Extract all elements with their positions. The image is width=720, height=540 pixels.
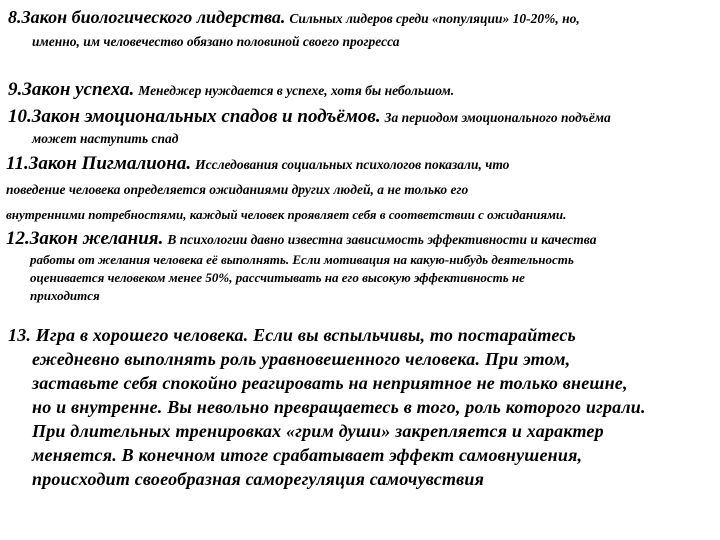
law-13-text-line-1: Если вы вспыльчивы, то постарайтесь [253,325,576,345]
law-11-text-line-2: поведение человека определяется ожиданиями других людей, а не только его [6,182,469,197]
law-12-text-line-1: В психологии давно известна зависимость эффективности и качества [167,232,597,247]
law-10-text-line-2: может наступить спад [32,131,179,146]
law-13-text-line-4: но и внутренне. Вы невольно превращаетесь в того, роль которого играли. [32,397,646,417]
law-13-text-line-6: меняется. В конечном итоге срабатывает эффект самовнушения, [32,445,583,465]
law-10-text-line-1: За периодом эмоционального подъёма [384,110,611,125]
law-8-block [8,8,714,49]
law-10-block [8,107,714,146]
law-11-text-line-3: внутренними потребностями, каждый человек проявляет себя в соответствии с ожиданиями. [6,206,567,222]
law-13-block [8,326,714,488]
law-11-title: 11.Закон Пигмалиона. [6,153,192,174]
law-12-block [6,229,712,302]
law-9-title: 9.Закон успеха. [8,79,135,100]
law-9-block [8,80,714,99]
law-8-text-line-2: именно, им человечество обязано половиной своего прогресса [32,34,400,49]
law-11-block [6,154,712,221]
law-12-text-line-4: приходится [30,288,100,303]
law-9-text-line-1: Менеджер нуждается в успехе, хотя бы небольшом. [138,83,455,98]
law-13-title: 13. Игра в хорошего человека. [8,325,249,345]
law-13-text-line-2: ежедневно выполнять роль уравновешенного человека. При этом, [32,349,571,369]
law-8-title: 8.Закон биологического лидерства. [8,7,286,27]
law-13-text-line-7: происходит своеобразная саморегуляция самочувствия [32,469,485,489]
law-12-text-line-2: работы от желания человека её выполнять. Если мотивация на какую-нибудь деятельность [30,252,574,267]
law-11-text-line-1: Исследования социальных психологов показали, что [195,157,510,172]
law-13-text-line-3: заставьте себя спокойно реагировать на неприятное не только внешне, [32,373,628,393]
law-13-text-line-5: При длительных тренировках «грим души» закрепляется и характер [32,421,604,441]
law-12-text-line-3: оценивается человеком менее 50%, рассчитывать на его высокую эффективность не [30,270,525,285]
law-8-text-line-1: Сильных лидеров среди «популяции» 10-20%, но, [289,11,580,26]
law-10-title: 10.Закон эмоциональных спадов и подъёмов. [8,106,381,127]
law-12-title: 12.Закон желания. [6,228,164,249]
